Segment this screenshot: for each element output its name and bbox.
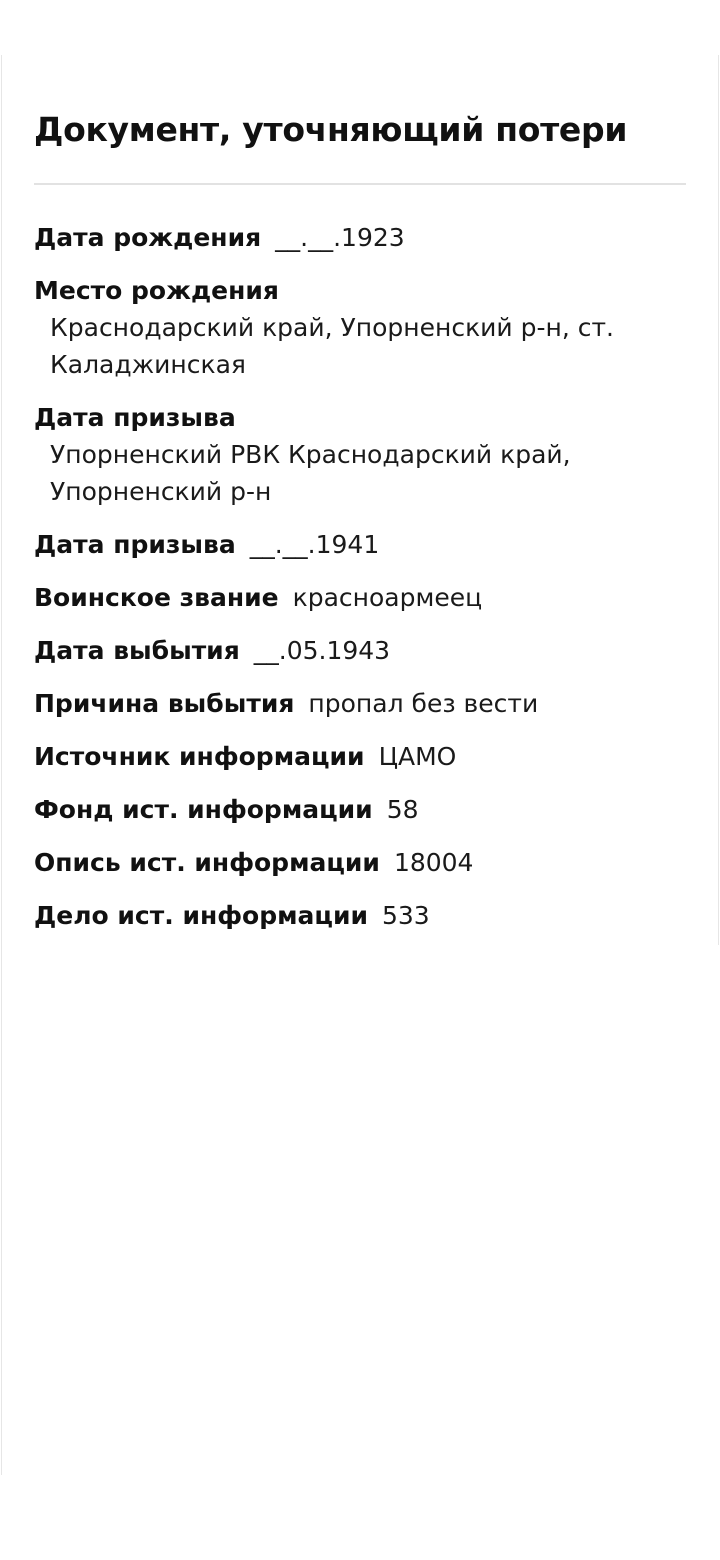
field-value: __.__.1923 (275, 223, 405, 252)
field-value: 533 (381, 901, 430, 930)
field-draft-office (34, 399, 686, 510)
field-departure-reason (34, 685, 686, 722)
field-value: 58 (386, 795, 419, 824)
field-label: Источник информации (34, 742, 365, 771)
field-label: Фонд ист. информации (34, 795, 373, 824)
field-value: Упорненский РВК Краснодарский край, Упорненский р-н (50, 440, 571, 506)
field-birth-date (34, 219, 686, 256)
loss-document-card (34, 108, 686, 950)
field-value: 18004 (393, 848, 474, 877)
field-label: Дата призыва (34, 530, 236, 559)
field-info-inventory (34, 844, 686, 881)
field-label: Дата выбытия (34, 636, 240, 665)
field-departure-date (34, 632, 686, 669)
field-info-fund (34, 791, 686, 828)
field-value: ЦАМО (378, 742, 457, 771)
left-border-line (1, 55, 2, 1475)
field-label: Дата рождения (34, 223, 262, 252)
page-title: Документ, уточняющий потери (34, 110, 628, 149)
field-label: Дата призыва (34, 403, 236, 432)
field-label: Место рождения (34, 276, 279, 305)
field-label: Воинское звание (34, 583, 279, 612)
field-value: __.05.1943 (253, 636, 391, 665)
field-military-rank (34, 579, 686, 616)
field-info-case (34, 897, 686, 934)
title-divider (34, 183, 686, 185)
field-value: __.__.1941 (249, 530, 380, 559)
right-border-line (718, 55, 719, 945)
field-value: Краснодарский край, Упорненский р-н, ст. Каладжинская (50, 313, 615, 379)
field-draft-date (34, 526, 686, 563)
field-value: красноармеец (292, 583, 483, 612)
field-label: Причина выбытия (34, 689, 295, 718)
field-label: Дело ист. информации (34, 901, 368, 930)
field-info-source (34, 738, 686, 775)
field-label: Опись ист. информации (34, 848, 380, 877)
field-birth-place (34, 272, 686, 383)
field-value: пропал без вести (308, 689, 539, 718)
